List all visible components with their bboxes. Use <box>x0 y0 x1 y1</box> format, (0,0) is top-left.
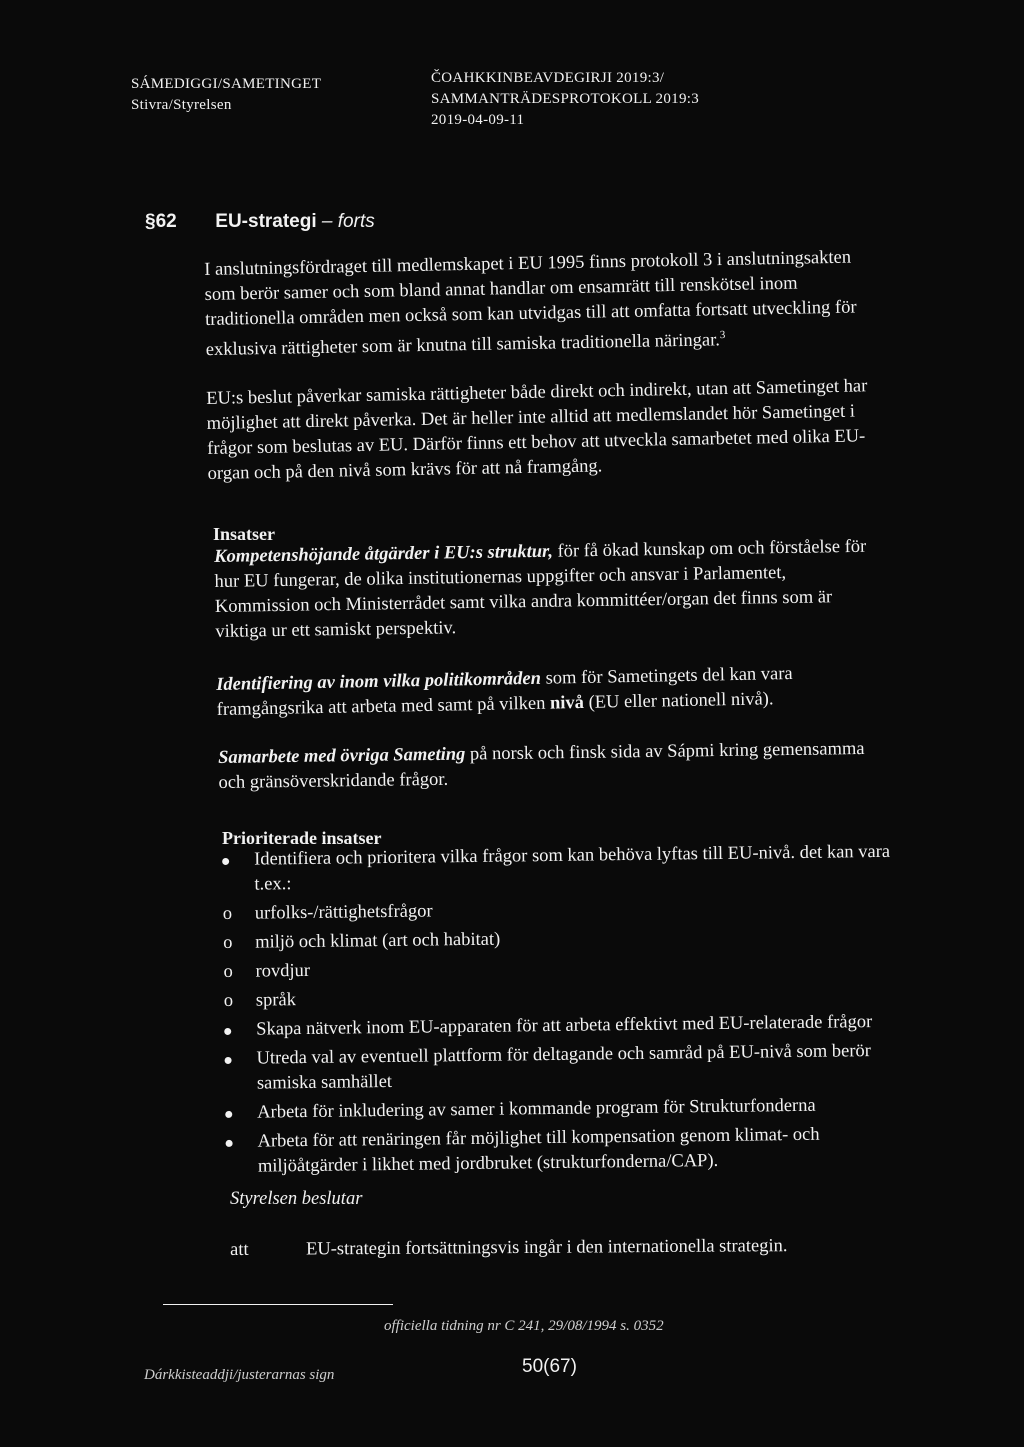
bullet-icon <box>224 1018 248 1043</box>
priority-item-text: urfolks-/rättighetsfrågor <box>254 901 433 924</box>
sub-bullet-marker: o <box>222 903 233 924</box>
bullet-icon <box>225 1130 249 1155</box>
sub-bullet-marker: o <box>223 961 233 982</box>
section-number: 62 <box>155 211 177 232</box>
insats-identification <box>216 662 793 723</box>
prioriterade-list <box>222 838 1006 1184</box>
priority-item-text: språk <box>255 990 297 1011</box>
priority-items <box>222 838 1006 1180</box>
priority-item <box>224 1037 1005 1097</box>
decision-body <box>230 1234 788 1263</box>
text-line-content: på norsk och finsk sida av Sápmi kring gemensamma <box>465 738 865 765</box>
signature-label: Dárkkisteaddji/justerarnas sign <box>144 1367 335 1383</box>
paragraph-protocol <box>204 245 857 363</box>
text-fragment: (EU eller nationell nivå). <box>583 689 774 713</box>
bullet-icon <box>224 1047 248 1072</box>
text-line: och gränsöverskridande frågor. <box>218 769 449 793</box>
board-name: Stivra/Styrelsen <box>131 97 232 113</box>
prioriterade-heading: Prioriterade insatser <box>222 828 382 848</box>
text-line: EU:s beslut påverkar samiska rättigheter både direkt och indirekt, utan att Sametinget har <box>206 376 868 409</box>
bullet-icon <box>222 848 246 873</box>
page-number: 50(67) <box>522 1356 577 1377</box>
text-line: frågor som beslutas av EU. Därför finns ett behov att utveckla samarbetet med olika EU- <box>206 426 866 459</box>
bullet-icon <box>225 1101 249 1126</box>
bullet-dot <box>225 1057 232 1064</box>
sub-bullet-marker: o <box>223 932 233 953</box>
meeting-date: 2019-04-09-11 <box>431 112 525 128</box>
bullet-dot <box>224 1028 231 1035</box>
insats-cooperation <box>218 737 865 796</box>
priority-item <box>225 1120 1006 1180</box>
org-name: SÁMEDIGGI/SAMETINGET <box>131 76 322 92</box>
decision-heading: Styrelsen beslutar <box>230 1189 363 1209</box>
section-title: EU-strategi <box>215 211 317 232</box>
priority-item-text: Identifiera och prioritera vilka frågor som kan behöva lyftas till EU-nivå. det kan vara <box>254 841 891 870</box>
priority-item <box>224 1008 1004 1043</box>
paragraph-eu-decisions <box>206 374 869 487</box>
bullet-dot <box>226 1140 233 1147</box>
decision-text: EU-strategin fortsättningsvis ingår i den internationella strategin. <box>306 1236 788 1260</box>
priority-item <box>223 892 1003 927</box>
text-line: I anslutningsfördraget till medlemskapet i EU 1995 finns protokoll 3 i anslutningsakten <box>204 247 852 280</box>
section-symbol: § <box>145 211 156 232</box>
text-line: Kommission och Ministerrådet samt vilka andra kommittéer/organ det finns som är <box>214 587 833 617</box>
priority-item-text: Utreda val av eventuell plattform för deltagande och samråd på EU-nivå som berör <box>256 1041 872 1069</box>
doc-title-line1: ČOAHKKINBEAVDEGIRJI 2019:3/ <box>431 70 665 86</box>
text-line-content: exklusiva rättigheter som är knutna till samiska traditionella näringar. <box>205 330 721 361</box>
emphasis-word: nivå <box>549 692 585 714</box>
text-line-content: för få ökad kunskap om och förståelse för <box>552 536 867 562</box>
text-line: möjlighet att direkt påverka. Det är heller inte alltid att medlemslandet hör Sametinget i <box>206 401 856 434</box>
bullet-dot <box>222 858 229 865</box>
priority-item <box>224 979 1004 1014</box>
text-fragment: framgångsrika att arbeta med samt på vilken <box>216 693 551 720</box>
priority-item-text: samiska samhället <box>256 1071 393 1094</box>
insats-lead: Samarbete med övriga Sameting <box>218 744 466 768</box>
footnote-ref: 3 <box>719 329 726 342</box>
section-title-suffix: – forts <box>321 211 375 232</box>
priority-item-text: miljö och klimat (art och habitat) <box>255 929 501 953</box>
footnote-rule <box>163 1304 393 1305</box>
priority-item-text: Skapa nätverk inom EU-apparaten för att arbeta effektivt med EU-relaterade frågor <box>256 1012 873 1040</box>
footnote-text: officiella tidning nr C 241, 29/08/1994 s. 0352 <box>384 1318 664 1334</box>
priority-item-text: Arbeta för att renäringen får möjlighet till kompensation genom klimat- och <box>257 1124 820 1152</box>
priority-item <box>225 1091 1005 1126</box>
text-line: traditionella områden men också som kan utvidgas till att omfatta fortsatt utveckling för <box>204 297 857 330</box>
priority-item <box>223 921 1003 956</box>
text-line: som berör samer och som bland annat handlar om ensamrätt till renskötsel inom <box>204 273 798 305</box>
sub-bullet-marker: o <box>223 990 234 1011</box>
priority-item <box>223 950 1003 985</box>
insats-competence <box>214 535 868 645</box>
priority-item-text: Arbeta för inkludering av samer i kommande program för Strukturfonderna <box>257 1095 816 1123</box>
priority-item-text: rovdjur <box>255 960 311 982</box>
decision-att: att <box>230 1239 249 1260</box>
doc-title-line2: SAMMANTRÄDESPROTOKOLL 2019:3 <box>431 91 700 107</box>
priority-item <box>222 838 1003 898</box>
header-right <box>431 68 699 131</box>
bullet-dot <box>225 1111 232 1118</box>
text-line: viktiga ur ett samiskt perspektiv. <box>215 618 457 642</box>
priority-item-text: t.ex.: <box>254 874 292 895</box>
insatser-heading: Insatser <box>213 524 275 544</box>
insats-lead: Kompetenshöjande åtgärder i EU:s struktur, <box>214 541 554 567</box>
section-heading <box>145 211 375 233</box>
priority-item-text: miljöåtgärder i likhet med jordbruket (strukturfonderna/CAP). <box>257 1150 719 1177</box>
header-left <box>131 74 321 116</box>
text-line: hur EU fungerar, de olika institutionernas uppgifter och ansvar i Parlamentet, <box>214 563 787 592</box>
insats-lead: Identifiering av inom vilka politikområden <box>216 668 542 695</box>
text-line: organ och på den nivå som krävs för att nå framgång. <box>207 456 603 484</box>
text-line-content: som för Sametingets del kan vara <box>540 663 793 689</box>
